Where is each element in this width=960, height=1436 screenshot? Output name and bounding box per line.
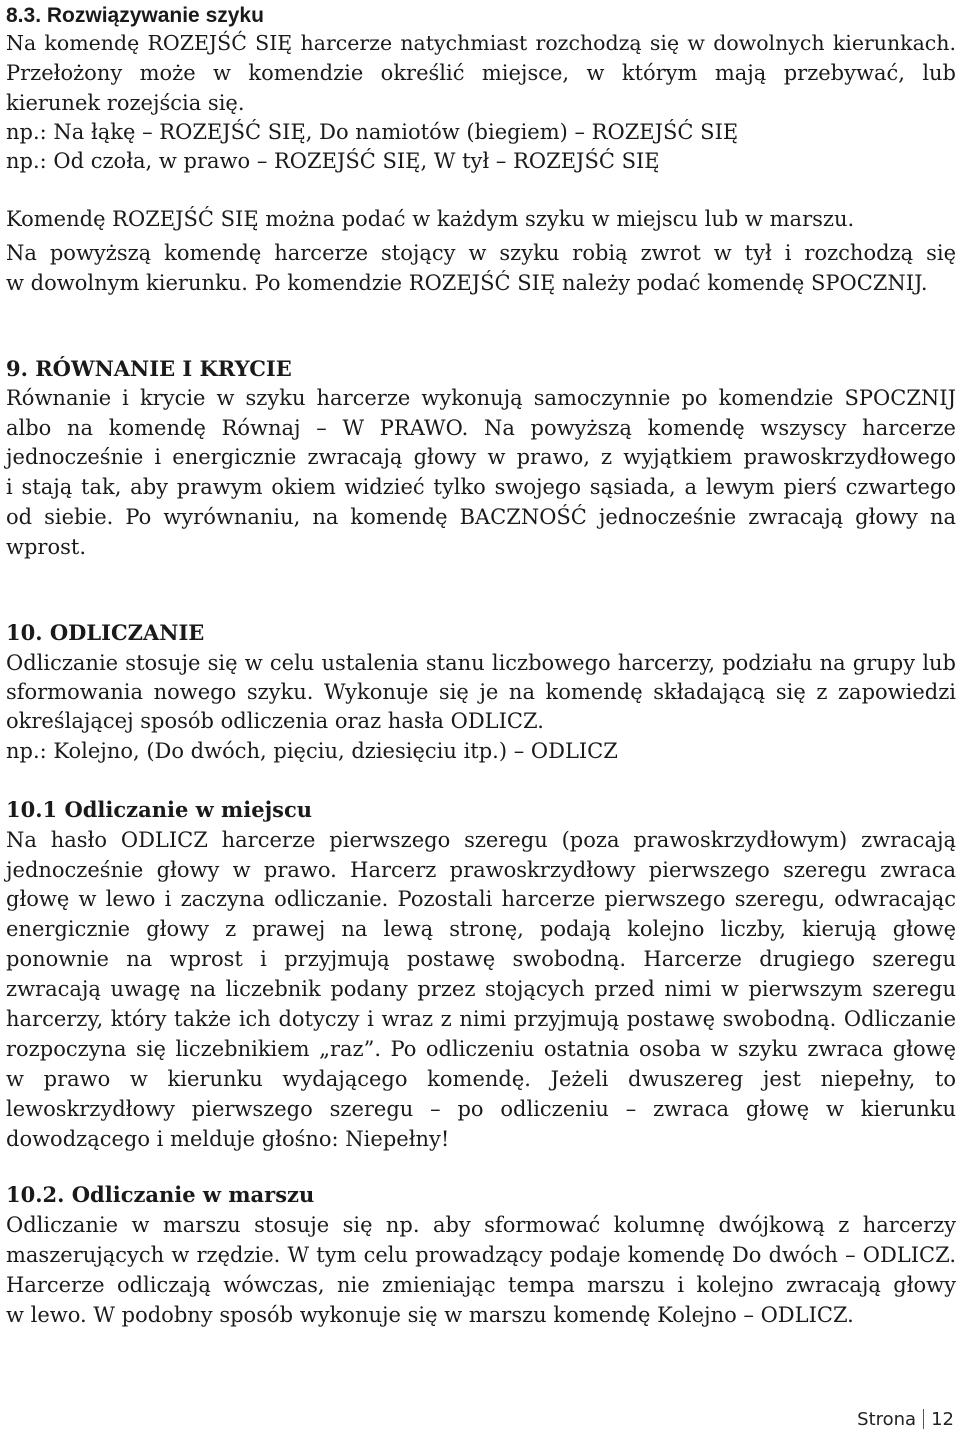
paragraph-line: ponownie na wprost i przyjmują postawę swobodną. Harcerze drugiego szeregu xyxy=(6,947,956,971)
page-footer xyxy=(857,1407,954,1433)
paragraph-line: Komendę ROZEJŚĆ SIĘ można podać w każdym szyku w miejscu lub w marszu. xyxy=(6,207,855,231)
paragraph-line: zwracają uwagę na liczebnik podany przez stojących przed nimi w pierwszym szeregu xyxy=(6,977,956,1001)
section-heading: 10. ODLICZANIE xyxy=(6,620,205,645)
paragraph-line: Na komendę ROZEJŚĆ SIĘ harcerze natychmiast rozchodzą się w dowolnych kierunkach. xyxy=(6,31,956,55)
subsection-heading: 10.1 Odliczanie w miejscu xyxy=(6,797,313,822)
paragraph-line: jednocześnie głowy w prawo. Harcerz prawoskrzydłowy pierwszego szeregu zwraca xyxy=(6,858,956,882)
paragraph-line: harcerzy, który także ich dotyczy i wraz z nimi przyjmują postawę swobodną. Odliczanie xyxy=(6,1007,956,1031)
paragraph-line: w lewo. W podobny sposób wykonuje się w marszu komendę Kolejno – ODLICZ. xyxy=(6,1303,854,1327)
paragraph-line: jednocześnie i energicznie zwracają głowy w prawo, z wyjątkiem prawoskrzydłowego xyxy=(6,445,956,469)
paragraph-line: Na powyższą komendę harcerze stojący w szyku robią zwrot w tył i rozchodzą się xyxy=(6,241,956,265)
paragraph-line: sformowania nowego szyku. Wykonuje się je na komendę składającą się z zapowiedzi xyxy=(6,680,956,704)
example-line: np.: Kolejno, (Do dwóch, pięciu, dziesięciu itp.) – ODLICZ xyxy=(6,739,618,763)
paragraph-line: albo na komendę Równaj – W PRAWO. Na powyższą komendę wszyscy harcerze xyxy=(6,416,956,440)
footer-label: Strona xyxy=(857,1409,917,1430)
section-heading: 9. RÓWNANIE I KRYCIE xyxy=(6,356,292,381)
paragraph-line: Odliczanie stosuje się w celu ustalenia stanu liczbowego harcerzy, podziału na grupy lub xyxy=(6,651,956,675)
section-heading: 8.3. Rozwiązywanie szyku xyxy=(6,4,264,27)
paragraph-line: dowodzącego i melduje głośno: Niepełny! xyxy=(6,1127,450,1151)
paragraph-line: Harcerze odliczają wówczas, nie zmieniając tempa marszu i kolejno zwracają głowy xyxy=(6,1273,956,1297)
subsection-heading: 10.2. Odliczanie w marszu xyxy=(6,1182,315,1207)
paragraph-line: określającej sposób odliczenia oraz hasła ODLICZ. xyxy=(6,709,544,733)
paragraph-line: maszerujących w rzędzie. W tym celu prowadzący podaje komendę Do dwóch – ODLICZ. xyxy=(6,1243,956,1267)
paragraph-line: głowę w lewo i zaczyna odliczanie. Pozostali harcerze pierwszego szeregu, odwracając xyxy=(6,887,956,911)
paragraph-line: wprost. xyxy=(6,535,86,559)
paragraph-line: w dowolnym kierunku. Po komendzie ROZEJŚĆ SIĘ należy podać komendę SPOCZNIJ. xyxy=(6,271,928,295)
paragraph-line: Przełożony może w komendzie określić miejsce, w którym mają przebywać, lub xyxy=(6,61,956,85)
page-number: 12 xyxy=(931,1409,954,1430)
footer-separator xyxy=(923,1409,924,1429)
paragraph-line: energicznie głowy z prawej na lewą stronę, podają kolejno liczby, kierują głowę xyxy=(6,917,956,941)
example-line: np.: Na łąkę – ROZEJŚĆ SIĘ, Do namiotów (biegiem) – ROZEJŚĆ SIĘ xyxy=(6,120,739,144)
paragraph-line: Na hasło ODLICZ harcerze pierwszego szeregu (poza prawoskrzydłowym) zwracają xyxy=(6,828,956,852)
paragraph-line: lewoskrzydłowy pierwszego szeregu – po odliczeniu – zwraca głowę w kierunku xyxy=(6,1097,956,1121)
paragraph-line: i stają tak, aby prawym okiem widzieć tylko swojego sąsiada, a lewym pierś czwartego xyxy=(6,475,956,499)
paragraph-line: rozpoczyna się liczebnikiem „raz”. Po odliczeniu ostatnia osoba w szyku zwraca głowę xyxy=(6,1037,956,1061)
paragraph-line: Odliczanie w marszu stosuje się np. aby sformować kolumnę dwójkową z harcerzy xyxy=(6,1213,956,1237)
paragraph-line: Równanie i krycie w szyku harcerze wykonują samoczynnie po komendzie SPOCZNIJ xyxy=(6,386,956,410)
example-line: np.: Od czoła, w prawo – ROZEJŚĆ SIĘ, W tył – ROZEJŚĆ SIĘ xyxy=(6,149,660,173)
paragraph-line: kierunek rozejścia się. xyxy=(6,91,245,115)
paragraph-line: w prawo w kierunku wydającego komendę. Jeżeli dwuszereg jest niepełny, to xyxy=(6,1067,956,1091)
paragraph-line: od siebie. Po wyrównaniu, na komendę BACZNOŚĆ jednocześnie zwracają głowy na xyxy=(6,505,956,529)
